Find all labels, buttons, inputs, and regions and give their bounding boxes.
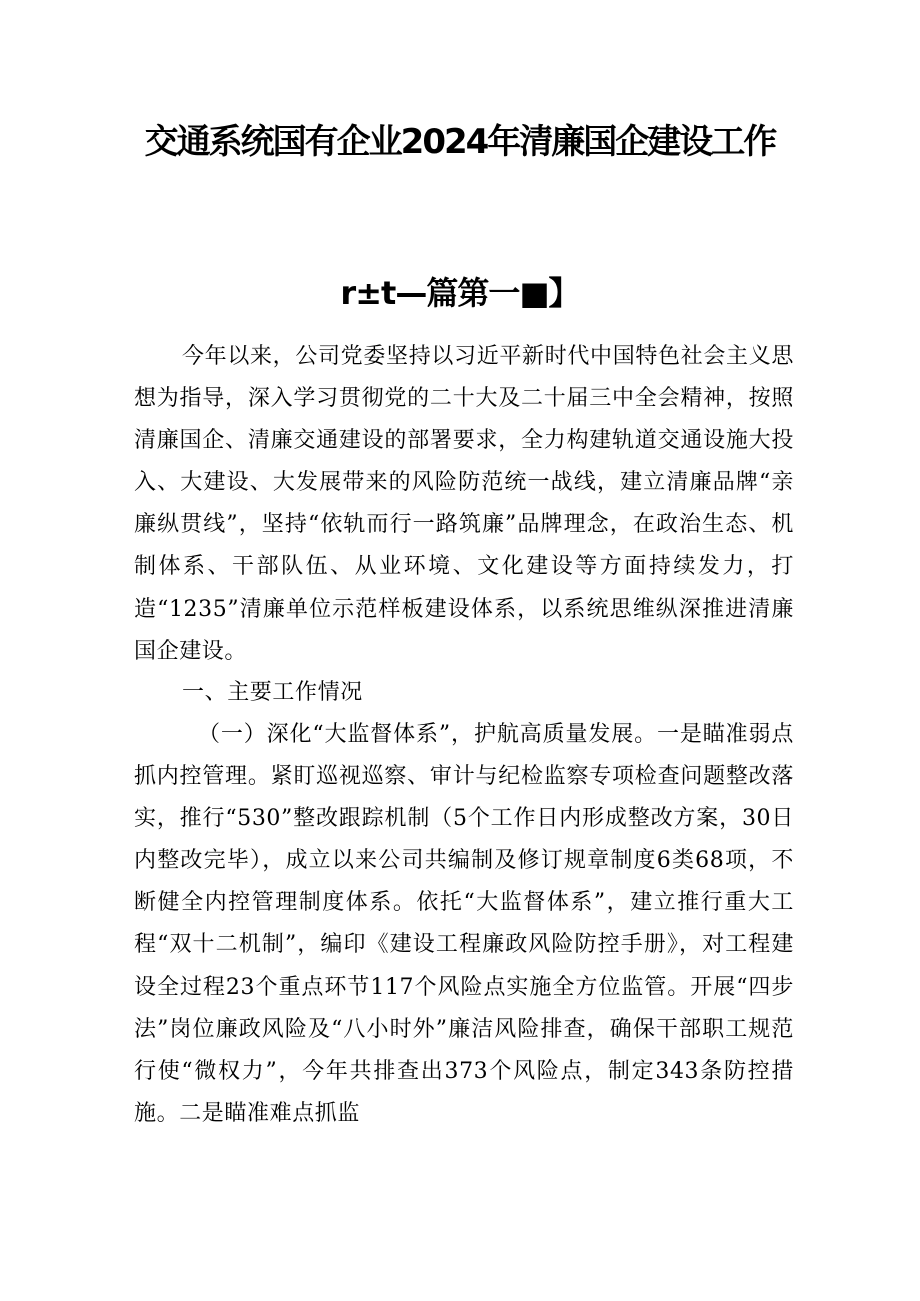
paragraph-section-1: （一）深化“大监督体系”，护航高质量发展。一是瞄准弱点抓内控管理。紧盯巡视巡察、审计与纪检监察专项检查问题整改落实，推行“530”整改跟踪机制（5个工作日内形成整改方案，30日内整改完毕），成立以来公司共编制及修订规章制度6类68项，不断健全内控管理制度体系。依托“大监督体系”，建立推行重大工程“双十二机制”，编印《建设工程廉政风险防控手册》，对工程建设全过程23个重点环节117个风险点实施全方位监管。开展“四步法”岗位廉政风险及“八小时外”廉洁风险排查，确保干部职工规范行使“微权力”，今年共排查出373个风险点，制定343条防控措施。二是瞄准难点抓监 [134,722,794,1126]
section-heading: 一、主要工作情况 [182,680,363,705]
paragraph-intro: 今年以来，公司党委坚持以习近平新时代中国特色社会主义思想为指导，深入学习贯彻党的二十大及二十届三中全会精神，按照清廉国企、清廉交通建设的部署要求，全力构建轨道交通设施大投入、大建设、大发展带来的风险防范统一战线，建立清廉品牌“亲廉纵贯线”，坚持“依轨而行一路筑廉”品牌理念，在政治生态、机制体系、干部队伍、从业环境、文化建设等方面持续发力，打造“1235”清廉单位示范样板建设体系，以系统思维纵深推进清廉国企建设。 [134,344,794,664]
document-title: 交通系统国有企业2024年清廉国企建设工作 [144,122,776,162]
document-subtitle: r±t—篇第一■】 [340,274,580,312]
